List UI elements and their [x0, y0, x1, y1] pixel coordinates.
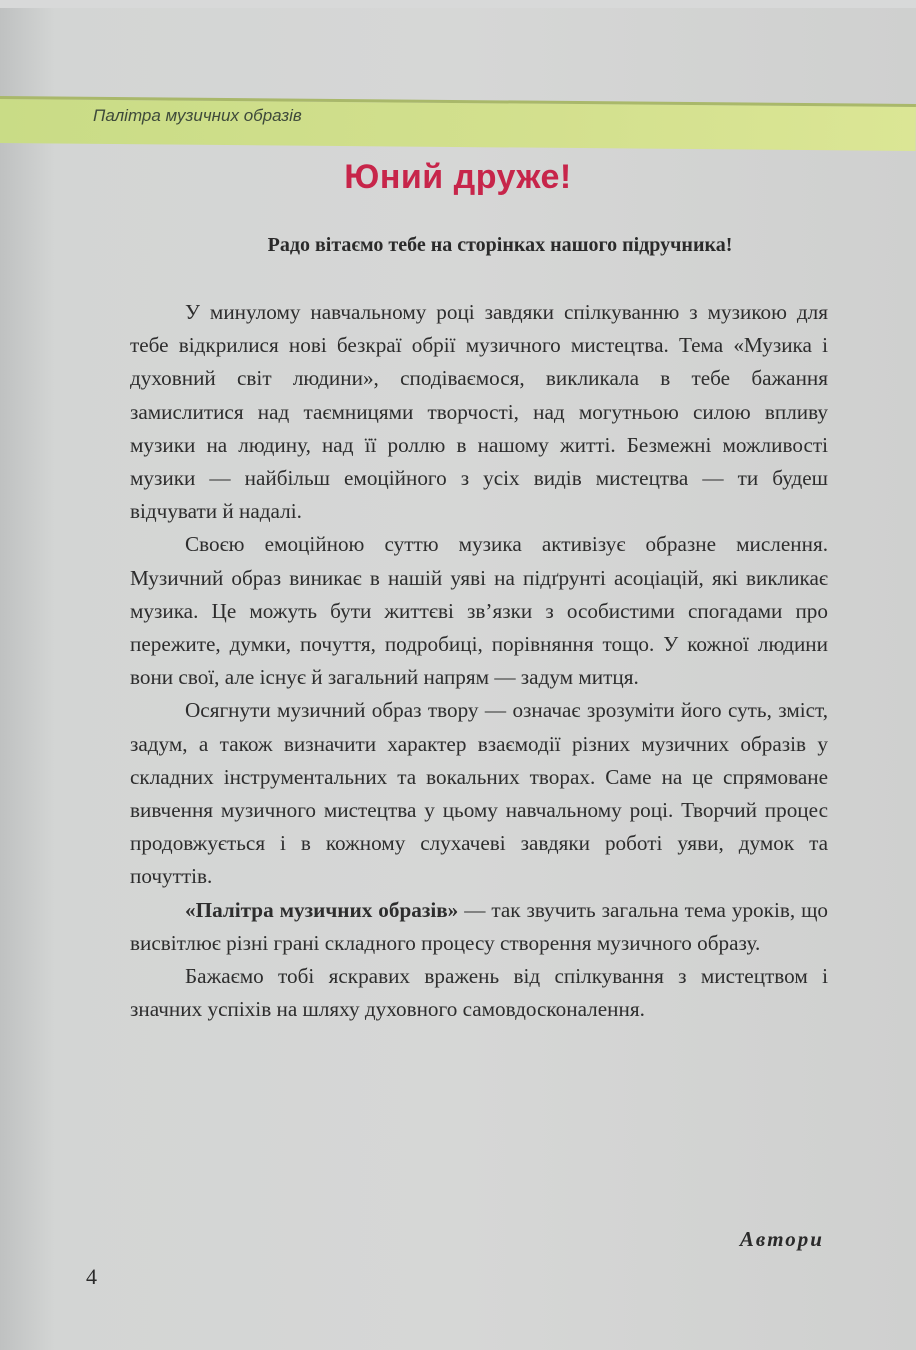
page-top-edge [0, 0, 916, 8]
paragraph-closing: Бажаємо тобі яскравих вражень від спілкування з мистецтвом і значних успіхів на шляху духовного самовдосконалення. [130, 964, 828, 1022]
paragraph-2: Своєю емоційною суттю музика активізує образне мислення. Музичний образ виникає в нашій уяві на підґрунті асоціацій, які викликає музика. Це можуть бути життєві зв’язки з особистими спогадами про пережите, думки, почуття, подробиці, порівняння тощо. У кожної людини вони свої, але існує й загальний напрям — задум митця. [130, 532, 828, 690]
theme-text: — так звучить загальна тема уроків, що висвітлює різні грані складного процесу створення музичного образу. [130, 897, 828, 955]
body-text [130, 296, 828, 1026]
section-header: Палітра музичних образів [93, 106, 302, 125]
paragraph-theme [130, 894, 828, 960]
page-number: 4 [86, 1264, 97, 1289]
signature: Автори [739, 1227, 824, 1251]
paragraph-3: Осягнути музичний образ твору — означає зрозуміти його суть, зміст, задум, а також визначити характер взаємодії різних музичних образів у складних інструментальних та вокальних творах. Саме на це спрямоване вивчення музичного мистецтва у цьому навчальному році. Творчий процес продовжується і в кожному слухачеві завдяки роботі уяви, думок та почуттів. [130, 698, 828, 889]
theme-title: «Палітра музичних образів» [185, 897, 459, 922]
page-title: Юний друже! [344, 158, 572, 196]
paragraph-1: У минулому навчальному році завдяки спілкуванню з музикою для тебе відкрилися нові безкраї обрії музичного мистецтва. Тема «Музика і духовний світ людини», сподіваємося, викликала в тебе бажання замислитися над таємницями творчості, над могутньою силою впливу музики на людину, над її роллю в нашому житті. Безмежні можливості музики — найбільш емоційного з усіх видів мистецтва — ти будеш відчувати й надалі. [130, 300, 828, 524]
greeting-line: Радо вітаємо тебе на сторінках нашого підручника! [267, 234, 733, 256]
